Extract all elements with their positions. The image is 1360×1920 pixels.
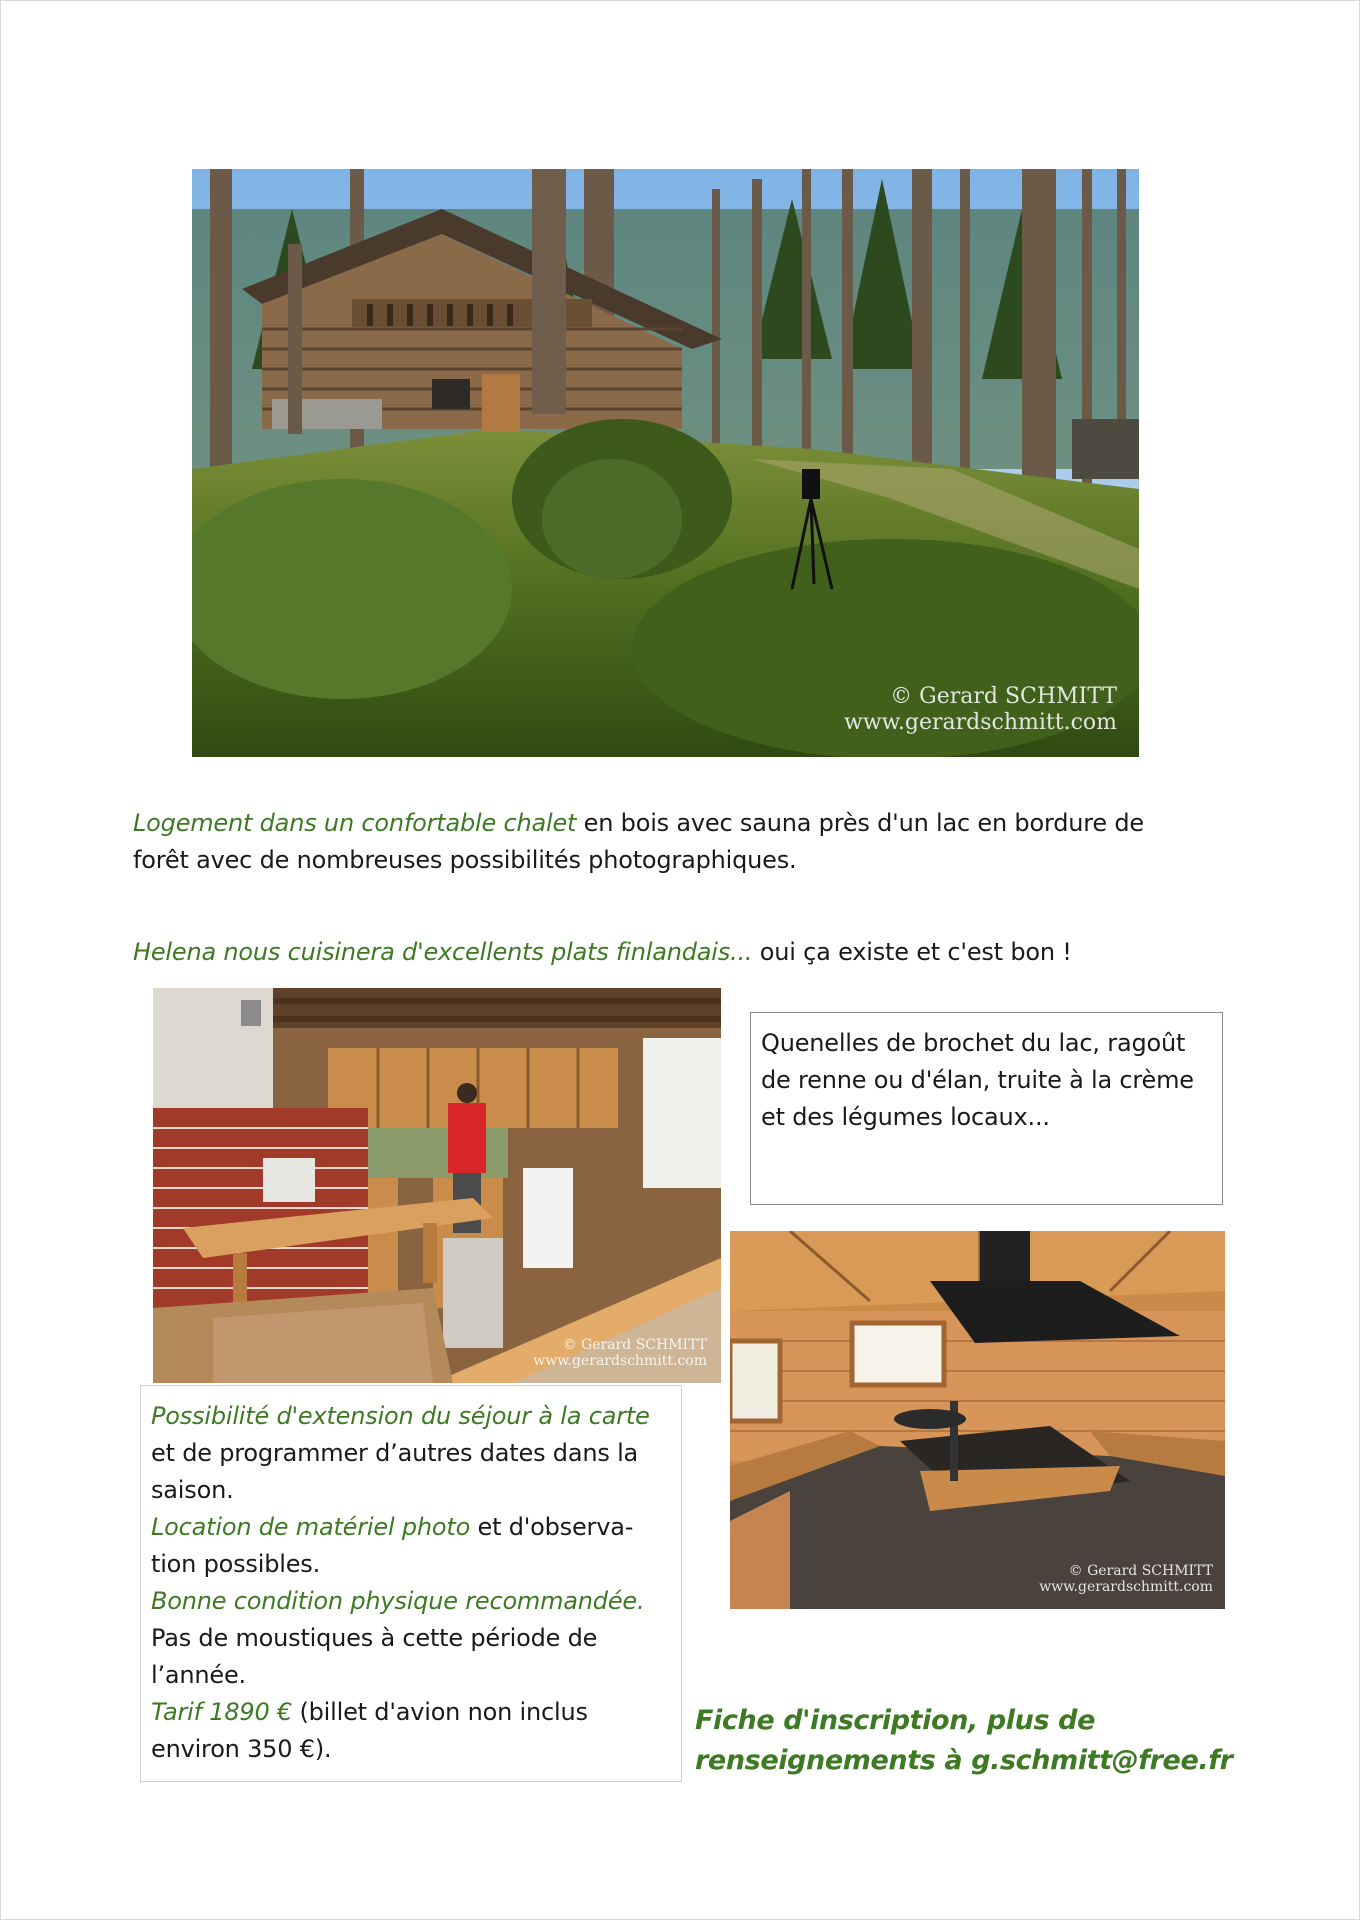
- intro-rest: en bois avec sauna près d'un lac en bordure de: [576, 809, 1144, 837]
- info-line-8: l’année.: [151, 1661, 246, 1689]
- contact-line-1: Fiche d'inscription, plus de: [695, 1705, 1095, 1736]
- info-rental: Location de matériel photo: [151, 1513, 471, 1541]
- grill-hut-photo-credit: [1039, 1563, 1213, 1595]
- contact-block: [695, 1701, 1235, 1781]
- kitchen-photo-credit: [533, 1337, 707, 1369]
- kitchen-photo: [153, 988, 721, 1383]
- grill-hut-photo: [730, 1231, 1225, 1609]
- cuisine-highlight: Helena nous cuisinera d'excellents plats finlandais...: [133, 938, 753, 966]
- info-line-2: et de programmer d’autres dates dans la: [151, 1439, 639, 1467]
- credit-line: © Gerard SCHMITT: [890, 684, 1117, 710]
- contact-line-2[interactable]: renseignements à g.schmitt@free.fr: [695, 1745, 1233, 1776]
- food-line-3: et des légumes locaux...: [761, 1103, 1050, 1131]
- info-extension: Possibilité d'extension du séjour à la carte: [151, 1402, 650, 1430]
- info-line-10: environ 350 €).: [151, 1735, 332, 1763]
- credit-url: www.gerardschmitt.com: [533, 1352, 707, 1369]
- info-price: Tarif 1890 €: [151, 1698, 293, 1726]
- food-line-2: de renne ou d'élan, truite à la crème: [761, 1066, 1194, 1094]
- intro-line-1: [133, 805, 1253, 842]
- credit-url: www.gerardschmitt.com: [844, 709, 1117, 735]
- info-line-4: [151, 1509, 671, 1546]
- intro-line-2: forêt avec de nombreuses possibilités photographiques.: [133, 846, 797, 874]
- info-rental-rest: et d'observa-: [470, 1513, 634, 1541]
- chalet-photo-credit: [844, 684, 1117, 735]
- cuisine-paragraph: [133, 934, 1253, 971]
- chalet-photo: [192, 169, 1139, 757]
- info-line-9: [151, 1694, 671, 1731]
- info-fitness: Bonne condition physique recommandée.: [151, 1587, 645, 1615]
- info-price-rest: (billet d'avion non inclus: [292, 1698, 588, 1726]
- intro-highlight: Logement dans un confortable chalet: [133, 809, 577, 837]
- info-line-7: Pas de moustiques à cette période de: [151, 1624, 598, 1652]
- info-line-5: tion possibles.: [151, 1550, 320, 1578]
- food-description-box: [750, 1012, 1223, 1205]
- credit-line: © Gerard SCHMITT: [562, 1336, 707, 1353]
- cuisine-rest: oui ça existe et c'est bon !: [752, 938, 1072, 966]
- food-line-1: Quenelles de brochet du lac, ragoût: [761, 1029, 1186, 1057]
- credit-line: © Gerard SCHMITT: [1068, 1562, 1213, 1579]
- intro-paragraph: [133, 805, 1253, 879]
- info-box: [140, 1385, 682, 1782]
- credit-url: www.gerardschmitt.com: [1039, 1578, 1213, 1595]
- info-line-3: saison.: [151, 1476, 234, 1504]
